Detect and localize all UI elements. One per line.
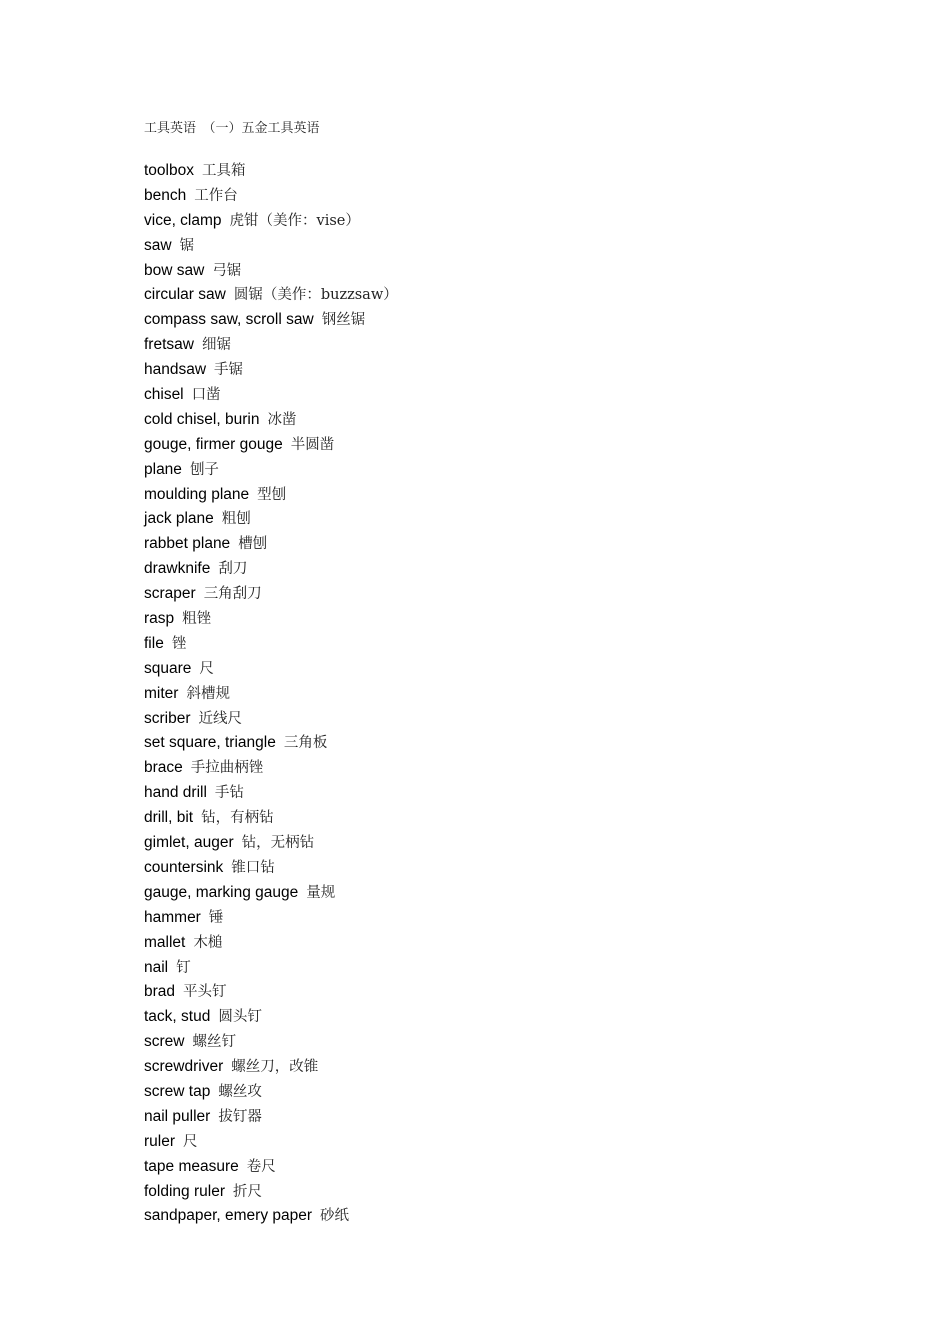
- glossary-entry: [144, 583, 398, 608]
- glossary-entry: [144, 981, 398, 1006]
- english-term: tape measure: [144, 1157, 239, 1175]
- english-term: saw: [144, 236, 172, 254]
- chinese-term: 手拉曲柄锉: [190, 760, 264, 777]
- chinese-term: 弓锯: [212, 262, 242, 279]
- glossary-entry: [144, 807, 398, 832]
- chinese-term: 虎钳（美作：vise）: [229, 212, 360, 229]
- chinese-term: 手钻: [214, 785, 244, 802]
- english-term: bow saw: [144, 261, 205, 279]
- english-term: folding ruler: [144, 1182, 225, 1200]
- chinese-term: 钻，有柄钻: [201, 810, 274, 827]
- english-term: gimlet, auger: [144, 834, 234, 852]
- glossary-entry: [144, 459, 398, 484]
- glossary-entry: [144, 558, 398, 583]
- english-term: brad: [144, 983, 176, 1001]
- glossary-entry: [144, 1106, 398, 1131]
- glossary-entry: [144, 708, 398, 733]
- english-term: gauge, marking gauge: [144, 883, 299, 901]
- glossary-entry: [144, 309, 398, 334]
- chinese-term: 平头钉: [183, 984, 227, 1001]
- chinese-term: 量规: [306, 884, 336, 901]
- chinese-term: 口凿: [191, 387, 221, 404]
- chinese-term: 尺: [199, 660, 214, 677]
- glossary-entry: [144, 932, 398, 957]
- english-term: vice, clamp: [144, 211, 222, 229]
- english-term: circular saw: [144, 286, 226, 304]
- chinese-term: 三角刮刀: [203, 586, 262, 603]
- chinese-term: 三角板: [283, 735, 328, 752]
- chinese-term: 斜槽规: [186, 685, 230, 702]
- english-term: scraper: [144, 585, 196, 603]
- english-term: moulding plane: [144, 485, 250, 503]
- english-term: nail: [144, 958, 169, 976]
- english-term: compass saw, scroll saw: [144, 311, 314, 329]
- glossary-entry: [144, 857, 398, 882]
- english-term: hammer: [144, 908, 201, 926]
- chinese-term: 尺: [183, 1133, 198, 1150]
- english-term: miter: [144, 684, 179, 702]
- glossary-entry: [144, 1006, 398, 1031]
- english-term: brace: [144, 759, 183, 777]
- chinese-term: 锤: [208, 909, 224, 926]
- english-term: handsaw: [144, 361, 207, 379]
- english-term: screwdriver: [144, 1058, 224, 1076]
- chinese-term: 工具箱: [201, 163, 246, 179]
- glossary-entry: [144, 1031, 398, 1056]
- english-term: countersink: [144, 858, 224, 876]
- glossary-entry: [144, 160, 398, 185]
- glossary-entry: [144, 384, 398, 409]
- glossary-entry: [144, 658, 398, 683]
- english-term: tack, stud: [144, 1008, 211, 1026]
- glossary-entry: [144, 210, 398, 235]
- english-term: ruler: [144, 1132, 176, 1150]
- chinese-term: 锉: [171, 635, 187, 652]
- chinese-term: 钢丝锯: [321, 312, 366, 329]
- chinese-term: 细锯: [201, 337, 231, 354]
- chinese-term: 手锯: [214, 362, 244, 379]
- english-term: scriber: [144, 709, 191, 727]
- english-term: drill, bit: [144, 809, 194, 827]
- glossary-entry: [144, 484, 398, 509]
- glossary-entry: [144, 185, 398, 210]
- english-term: fretsaw: [144, 336, 194, 354]
- chinese-term: 折尺: [233, 1183, 262, 1200]
- glossary-entry: [144, 782, 398, 807]
- english-term: mallet: [144, 933, 186, 951]
- english-term: file: [144, 634, 164, 652]
- chinese-term: 钉: [176, 959, 191, 976]
- document-title: 工具英语 （一）五金工具英语: [144, 121, 320, 136]
- english-term: rasp: [144, 610, 175, 628]
- chinese-term: 木槌: [193, 934, 223, 951]
- glossary-entry: [144, 882, 398, 907]
- english-term: toolbox: [144, 162, 194, 179]
- chinese-term: 锥口钻: [231, 859, 275, 876]
- chinese-term: 型刨: [257, 486, 287, 503]
- english-term: nail puller: [144, 1107, 211, 1125]
- glossary-entry: [144, 359, 398, 384]
- english-term: screw tap: [144, 1082, 211, 1100]
- chinese-term: 刮刀: [218, 561, 248, 578]
- glossary-entry: [144, 1131, 398, 1156]
- glossary-list: [144, 160, 398, 1230]
- chinese-term: 近线尺: [198, 710, 243, 727]
- glossary-entry: [144, 608, 398, 633]
- glossary-entry: [144, 409, 398, 434]
- glossary-entry: [144, 284, 398, 309]
- chinese-term: 粗刨: [221, 511, 251, 528]
- english-term: rabbet plane: [144, 535, 231, 553]
- glossary-entry: [144, 957, 398, 982]
- glossary-entry: [144, 508, 398, 533]
- glossary-entry: [144, 1056, 398, 1081]
- chinese-term: 钻，无柄钻: [241, 835, 315, 852]
- english-term: square: [144, 659, 192, 677]
- english-term: cold chisel, burin: [144, 410, 260, 428]
- english-term: drawknife: [144, 560, 211, 578]
- chinese-term: 粗锉: [182, 611, 212, 628]
- chinese-term: 半圆凿: [290, 436, 335, 453]
- chinese-term: 卷尺: [246, 1158, 276, 1175]
- glossary-entry: [144, 434, 398, 459]
- glossary-entry: [144, 1205, 398, 1230]
- chinese-term: 工作台: [194, 187, 238, 204]
- english-term: hand drill: [144, 784, 207, 802]
- chinese-term: 砂纸: [320, 1208, 350, 1225]
- english-term: gouge, firmer gouge: [144, 435, 283, 453]
- english-term: sandpaper, emery paper: [144, 1207, 313, 1225]
- chinese-term: 刨子: [189, 461, 219, 478]
- glossary-entry: [144, 732, 398, 757]
- glossary-entry: [144, 757, 398, 782]
- chinese-term: 圆锯（美作：buzzsaw）: [233, 287, 398, 304]
- glossary-entry: [144, 633, 398, 658]
- chinese-term: 螺丝刀，改锥: [231, 1059, 319, 1076]
- chinese-term: 拔钉器: [218, 1108, 262, 1125]
- glossary-entry: [144, 260, 398, 285]
- glossary-entry: [144, 832, 398, 857]
- english-term: plane: [144, 460, 182, 478]
- glossary-entry: [144, 235, 398, 260]
- english-term: bench: [144, 186, 187, 204]
- english-term: screw: [144, 1033, 185, 1051]
- english-term: chisel: [144, 386, 184, 404]
- chinese-term: 冰凿: [267, 411, 297, 428]
- chinese-term: 锯: [179, 237, 195, 254]
- glossary-entry: [144, 334, 398, 359]
- chinese-term: 槽刨: [238, 536, 268, 553]
- glossary-entry: [144, 907, 398, 932]
- glossary-entry: [144, 683, 398, 708]
- glossary-entry: [144, 1156, 398, 1181]
- glossary-entry: [144, 1081, 398, 1106]
- glossary-entry: [144, 1181, 398, 1206]
- english-term: jack plane: [144, 510, 214, 528]
- chinese-term: 螺丝攻: [218, 1083, 262, 1100]
- glossary-entry: [144, 533, 398, 558]
- english-term: set square, triangle: [144, 734, 276, 752]
- chinese-term: 螺丝钉: [192, 1034, 236, 1051]
- chinese-term: 圆头钉: [218, 1009, 262, 1026]
